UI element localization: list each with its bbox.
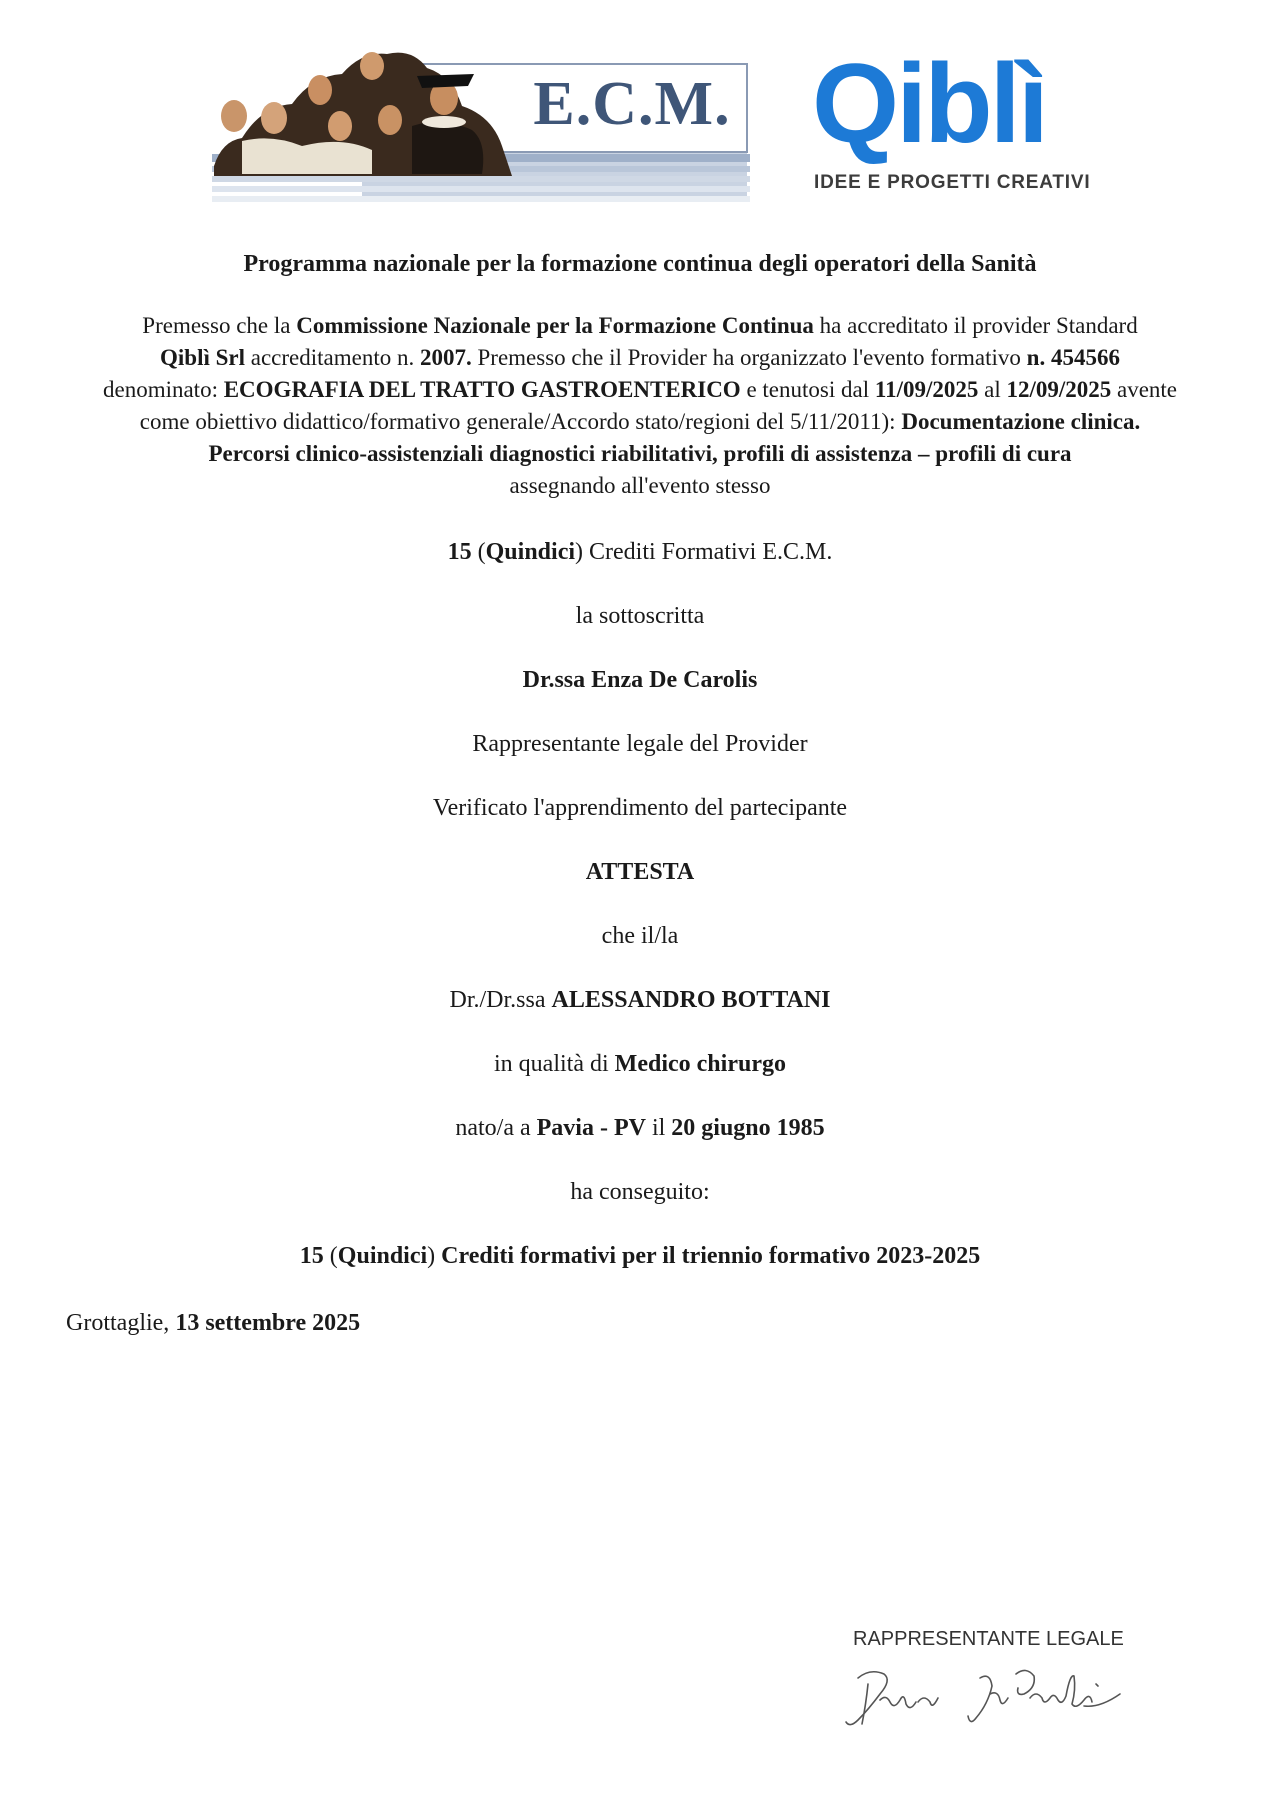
premise-line-3: denominato: ECOGRAFIA DEL TRATTO GASTROENTERICO e tenutosi dal 11/09/2025 al 12/09/2025 avente (102, 377, 1178, 402)
place-date: Grottaglie, 13 settembre 2025 (66, 1310, 361, 1336)
credits-assigned: 15 (Quindici) Crediti Formativi E.C.M. (447, 539, 833, 565)
verified-text: Verificato l'apprendimento del partecipante (432, 795, 848, 821)
qibli-logo-wordmark: Qiblì (812, 41, 1046, 166)
achieved-label: ha conseguito: (570, 1179, 710, 1205)
attesta-heading: ATTESTA (585, 859, 695, 885)
handwritten-signature (840, 1654, 1140, 1744)
signature-label: RAPPRESENTANTE LEGALE (853, 1628, 1124, 1650)
participant-birth: nato/a a Pavia - PV il 20 giugno 1985 (455, 1115, 825, 1141)
premise-line-6: assegnando all'evento stesso (509, 473, 771, 498)
ecm-logo (212, 46, 750, 202)
qibli-logo-tagline: IDEE E PROGETTI CREATIVI (814, 172, 1091, 193)
signatory-name: Dr.ssa Enza De Carolis (522, 667, 758, 693)
participant-name: Dr./Dr.ssa ALESSANDRO BOTTANI (449, 987, 831, 1013)
signature-block (840, 1628, 1140, 1748)
credits-earned: 15 (Quindici) Crediti formativi per il triennio formativo 2023-2025 (299, 1243, 981, 1269)
premise-line-4: come obiettivo didattico/formativo generale/Accordo stato/regioni del 5/11/2011): Documentazione clinica. (139, 409, 1141, 434)
premise-line-2: Qiblì Srl accreditamento n. 2007. Premesso che il Provider ha organizzato l'evento formativo n. 454566 (160, 345, 1120, 370)
participant-qualification: in qualità di Medico chirurgo (494, 1051, 786, 1077)
che-label: che il/la (601, 923, 679, 949)
certificate-title: Programma nazionale per la formazione continua degli operatori della Sanità (243, 251, 1037, 277)
signatory-role: Rappresentante legale del Provider (472, 731, 808, 757)
premise-paragraph (56, 310, 1224, 502)
premise-line-1: Premesso che la Commissione Nazionale per la Formazione Continua ha accreditato il provider Standard (142, 313, 1138, 338)
ecm-logo-text: E.C.M. (533, 70, 731, 138)
undersigned-label: la sottoscritta (575, 603, 705, 629)
premise-line-5: Percorsi clinico-assistenziali diagnostici riabilitativi, profili di assistenza – profili di cura (208, 441, 1072, 466)
qibli-logo (812, 41, 1092, 200)
